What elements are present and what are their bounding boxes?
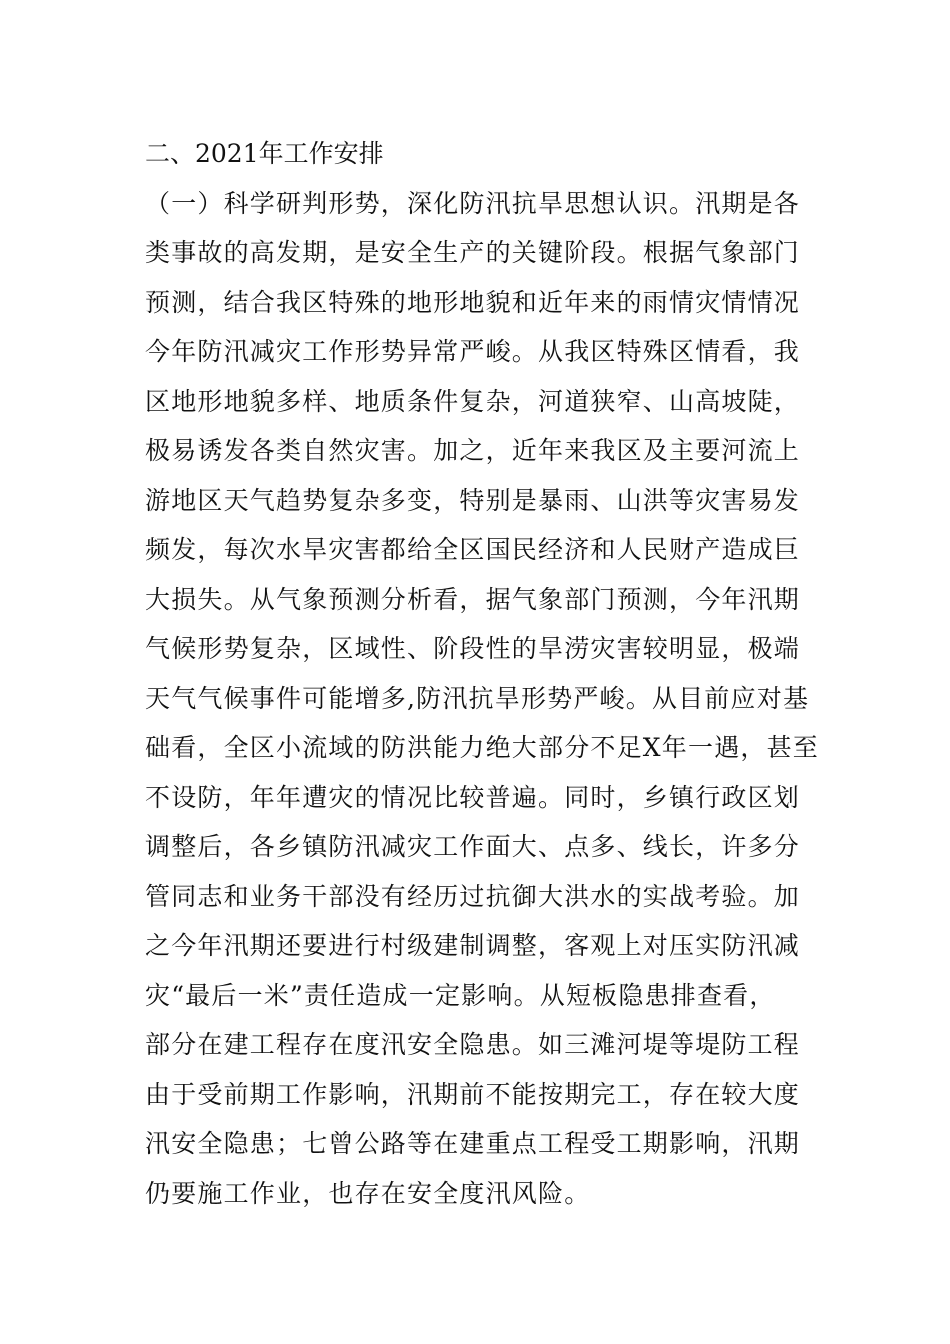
paragraph-line: 天气气候事件可能增多,防汛抗旱形势严峻。从目前应对基 — [145, 683, 810, 713]
section-heading: 二、2021年工作安排 — [145, 139, 384, 168]
paragraph-line: 础看，全区小流域的防洪能力绝大部分不足X年一遇，甚至 — [145, 733, 820, 762]
paragraph-line: 仍要施工作业，也存在安全度汛风险。 — [145, 1178, 591, 1208]
paragraph-line: 大损失。从气象预测分析看，据气象部门预测，今年汛期 — [145, 584, 801, 614]
paragraph-line: 今年防汛减灾工作形势异常严峻。从我区特殊区情看，我 — [145, 337, 801, 366]
paragraph — [145, 179, 820, 1219]
paragraph-line: 区地形地貌多样、地质条件复杂，河道狭窄、山高坡陡， — [145, 386, 801, 416]
paragraph-line: 极易诱发各类自然灾害。加之，近年来我区及主要河流上 — [145, 436, 801, 465]
paragraph-line: 部分在建工程存在度汛安全隐患。如三滩河堤等堤防工程 — [145, 1030, 801, 1059]
paragraph-line: 不设防，年年遭灾的情况比较普遍。同时，乡镇行政区划 — [145, 782, 801, 812]
paragraph-line: 管同志和业务干部没有经历过抗御大洪水的实战考验。加 — [145, 881, 801, 911]
paragraph-line: 气候形势复杂，区域性、阶段性的旱涝灾害较明显，极端 — [145, 634, 801, 663]
document-body — [145, 129, 820, 1218]
paragraph-line: 之今年汛期还要进行村级建制调整，客观上对压实防汛减 — [145, 931, 801, 960]
paragraph-line: （一）科学研判形势，深化防汛抗旱思想认识。汛期是各 — [145, 188, 801, 218]
paragraph-line: 预测，结合我区特殊的地形地貌和近年来的雨情灾情情况 — [145, 287, 801, 317]
paragraph-line: 由于受前期工作影响，汛期前不能按期完工，存在较大度 — [145, 1079, 801, 1109]
paragraph-line: 频发，每次水旱灾害都给全区国民经济和人民财产造成巨 — [145, 535, 801, 564]
paragraph-line: 调整后，各乡镇防汛减灾工作面大、点多、线长，许多分 — [145, 832, 801, 861]
paragraph-line: 类事故的高发期，是安全生产的关键阶段。根据气象部门 — [145, 238, 801, 267]
paragraph-line: 汛安全隐患；七曾公路等在建重点工程受工期影响，汛期 — [145, 1129, 801, 1158]
paragraph-line: 灾“最后一米”责任造成一定影响。从短板隐患排查看， — [145, 980, 776, 1010]
paragraph-line: 游地区天气趋势复杂多变，特别是暴雨、山洪等灾害易发 — [145, 485, 801, 515]
